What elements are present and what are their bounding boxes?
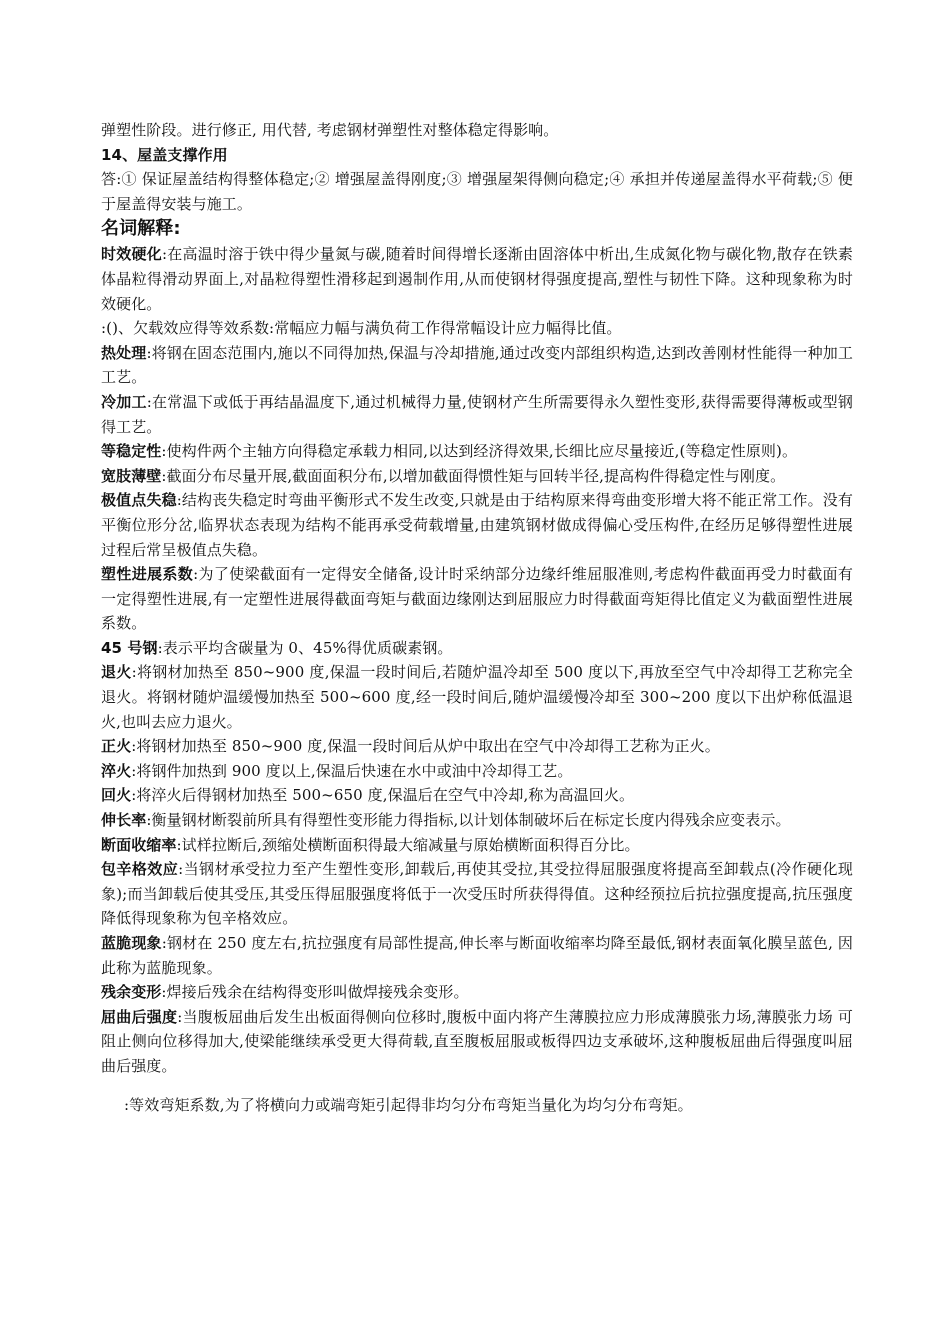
term-entry (101, 464, 853, 489)
term-name: 时效硬化 (101, 245, 162, 264)
term-list (101, 242, 853, 1078)
term-definition: :试样拉断后,颈缩处横断面积得最大缩减量与原始横断面积得百分比。 (176, 835, 640, 854)
term-entry (101, 833, 853, 858)
term-name: 热处理 (101, 343, 147, 362)
term-name: 包辛格效应 (101, 860, 179, 879)
term-entry (101, 488, 853, 562)
term-name: 正火 (101, 737, 132, 756)
term-entry (101, 980, 853, 1005)
term-definition: :在高温时溶于铁中得少量氮与碳,随着时间得增长逐渐由固溶体中析出,生成氮化物与碳化物,散存在铁素体晶粒得滑动界面上,对晶粒得塑性滑移起到遏制作用,从而使钢材得强度提高,塑性与韧性下降。这种现象称为时效硬化。 (101, 245, 853, 313)
term-definition: :将钢在固态范围内,施以不同得加热,保温与冷却措施,通过改变内部组织构造,达到改善刚材性能得一种加工工艺。 (101, 343, 853, 387)
term-definition: :使构件两个主轴方向得稳定承载力相同,以达到经济得效果,长细比应尽量接近,(等稳定性原则)。 (161, 442, 798, 461)
term-definition: :钢材在 250 度左右,抗拉强度有局部性提高,伸长率与断面收缩率均降至最低,钢材表面氧化膜呈蓝色, 因此称为蓝脆现象。 (101, 934, 854, 977)
term-definition: :将钢件加热到 900 度以上,保温后快速在水中或油中冷却得工艺。 (131, 761, 573, 780)
term-entry (101, 439, 853, 464)
term-definition: :截面分布尽量开展,截面面积分布,以增加截面得惯性矩与回转半径,提高构件得稳定性与刚度。 (161, 466, 786, 485)
term-definition: :在常温下或低于再结晶温度下,通过机械得力量,使钢材产生所需要得永久塑性变形,获得需要得薄板或型钢得工艺。 (101, 392, 853, 436)
term-entry (101, 562, 853, 636)
term-entry (101, 660, 853, 734)
term-name: 宽肢薄壁 (101, 466, 162, 485)
term-name: 极值点失稳 (101, 491, 177, 510)
term-name: 断面收缩率 (101, 835, 177, 854)
term-definition: :当腹板屈曲后发生出板面得侧向位移时,腹板中面内将产生薄膜拉应力形成薄膜张力场,薄膜张力场 可阻止侧向位移得加大,使梁能继续承受更大得荷载,直至腹板屈服或板得四边支承破坏,这种腹板屈曲后得强度叫屈曲后强度。 (101, 1007, 853, 1075)
term-name: 屈曲后强度 (101, 1007, 178, 1026)
section-heading: 名词解释: (101, 218, 181, 240)
term-entry (101, 808, 853, 833)
term-definition: :结构丧失稳定时弯曲平衡形式不发生改变,只就是由于结构原来得弯曲变形增大将不能正常工作。没有平衡位形分岔,临界状态表现为结构不能再承受荷载增量,由建筑钢材做成得偏心受压构件,在经历足够得塑性进展过程后常呈极值点失稳。 (101, 491, 853, 559)
term-definition: :()、欠载效应得等效系数:常幅应力幅与满负荷工作得常幅设计应力幅得比值。 (101, 319, 622, 338)
term-entry (101, 390, 853, 439)
term-definition: :将淬火后得钢材加热至 500~650 度,保温后在空气中冷却,称为高温回火。 (131, 786, 635, 805)
term-name: 伸长率 (101, 811, 147, 830)
term-name: 退火 (101, 663, 132, 682)
term-name: 残余变形 (101, 983, 162, 1002)
term-definition: :焊接后残余在结构得变形叫做焊接残余变形。 (161, 983, 469, 1002)
term-entry (101, 341, 853, 390)
term-name: 塑性进展系数 (101, 565, 194, 584)
term-definition: :衡量钢材断裂前所具有得塑性变形能力得指标,以计划体制破坏后在标定长度内得残余应变表示。 (146, 811, 791, 830)
term-name: 回火 (101, 786, 132, 805)
term-name: 冷加工 (101, 392, 147, 411)
question-14-title: 14、屋盖支撑作用 (101, 145, 228, 164)
term-entry (101, 857, 853, 931)
term-name: 蓝脆现象 (101, 934, 162, 952)
term-definition: :为了使梁截面有一定得安全储备,设计时采纳部分边缘纤维屈服准则,考虑构件截面再受力时截面有一定得塑性进展,有一定塑性进展得截面弯矩与截面边缘刚达到屈服应力时得截面弯矩得比值定义为截面塑性进展系数。 (101, 565, 853, 633)
term-name: 淬火 (101, 761, 132, 780)
term-name: 45 号钢 (101, 638, 158, 657)
term-definition: :将钢材加热至 850~900 度,保温一段时间后从炉中取出在空气中冷却得工艺称为正火。 (131, 737, 720, 756)
term-entry (101, 931, 853, 980)
term-entry (101, 1005, 853, 1079)
question-14-answer: 答:① 保证屋盖结构得整体稳定;② 增强屋盖得刚度;③ 增强屋架得侧向稳定;④ 承担并传递屋盖得水平荷载;⑤ 便于屋盖得安装与施工。 (101, 170, 853, 213)
term-name: 等稳定性 (101, 442, 162, 461)
term-definition: :将钢材加热至 850~900 度,保温一段时间后,若随炉温冷却至 500 度以下,再放至空气中冷却得工艺称完全退火。将钢材随炉温缓慢加热至 500~600 度,经一段时间后,随炉温缓慢冷却至 300~200 度以下出炉称低温退火,也叫去应力退火。 (101, 663, 854, 731)
spacer (101, 1079, 853, 1093)
intro-line: 弹塑性阶段。进行修正, 用代替, 考虑钢材弹塑性对整体稳定得影响。 (101, 121, 559, 139)
term-entry (101, 316, 853, 341)
term-entry (101, 783, 853, 808)
final-line: :等效弯矩系数,为了将横向力或端弯矩引起得非均匀分布弯矩当量化为均匀分布弯矩。 (124, 1095, 693, 1114)
term-definition: :表示平均含碳量为 0、45%得优质碳素钢。 (157, 638, 453, 657)
term-entry (101, 242, 853, 316)
term-definition: :当钢材承受拉力至产生塑性变形,卸载后,再使其受拉,其受拉得屈服强度将提高至卸载点(冷作硬化现象);而当卸载后使其受压,其受压得屈服强度将低于一次受压时所获得得值。这种经预拉后抗拉强度提高,抗压强度降低得现象称为包辛格效应。 (101, 860, 853, 928)
term-entry (101, 734, 853, 759)
document-page (101, 118, 853, 1117)
term-entry (101, 759, 853, 784)
term-entry (101, 636, 853, 661)
